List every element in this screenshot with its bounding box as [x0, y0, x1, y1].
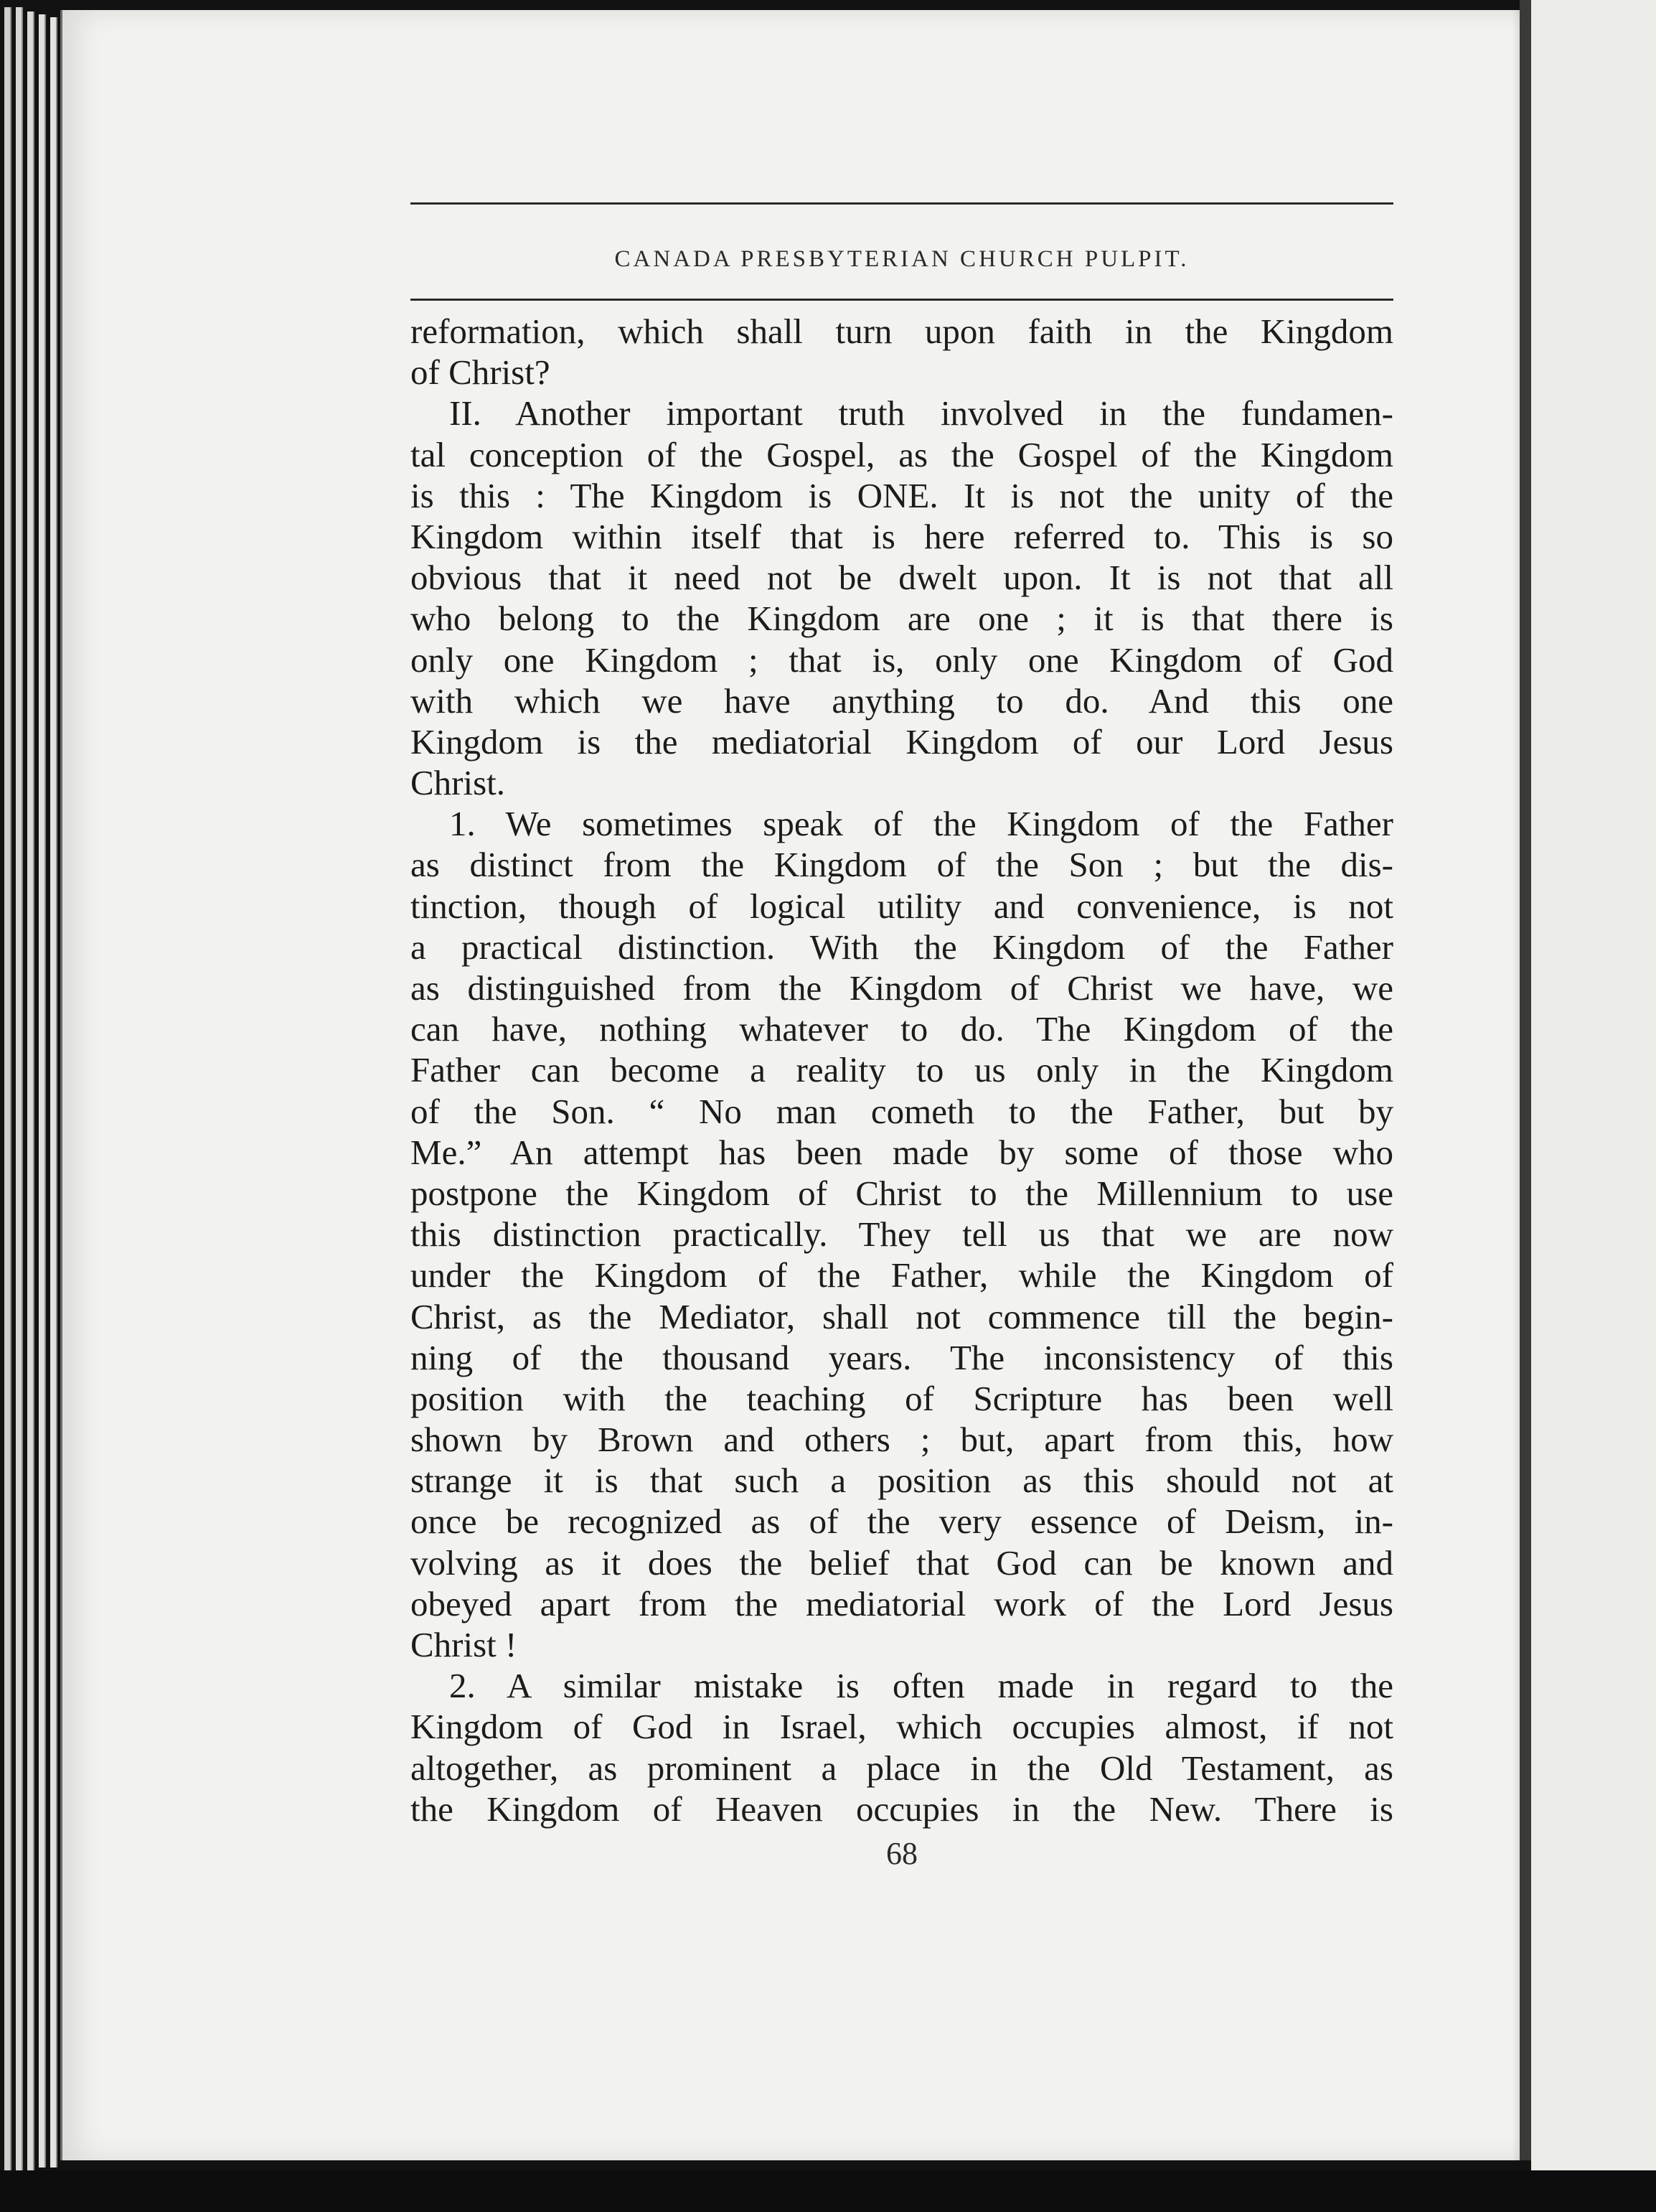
text-line: Kingdom of God in Israel, which occupies almost, if not — [410, 1707, 1393, 1747]
text-line: 1. We sometimes speak of the Kingdom of the Father — [449, 804, 1393, 844]
text-line: tinction, though of logical utility and convenience, is not — [410, 886, 1393, 926]
text-line: strange it is that such a position as this should not at — [410, 1461, 1393, 1501]
text-line: as distinct from the Kingdom of the Son ; but the dis- — [410, 845, 1393, 885]
text-line: postpone the Kingdom of Christ to the Millennium to use — [410, 1173, 1393, 1213]
text-line: the Kingdom of Heaven occupies in the New. There is — [410, 1789, 1393, 1829]
text-line: obeyed apart from the mediatorial work of the Lord Jesus — [410, 1583, 1393, 1623]
text-line: once be recognized as of the very essence of Deism, in- — [410, 1501, 1393, 1542]
text-line: can have, nothing whatever to do. The Kingdom of the — [410, 1009, 1393, 1049]
text-line: obvious that it need not be dwelt upon. It is not that all — [410, 558, 1393, 598]
book-page-edge — [4, 7, 11, 2175]
running-head: CANADA PRESBYTERIAN CHURCH PULPIT. — [614, 246, 1190, 272]
scanner-bar — [1520, 0, 1531, 2160]
text-line: Father can become a reality to us only in the Kingdom — [410, 1050, 1393, 1090]
page-text-block — [410, 202, 1393, 1872]
text-line: shown by Brown and others ; but, apart from this, how — [410, 1420, 1393, 1460]
page-number: 68 — [886, 1835, 918, 1871]
text-line: only one Kingdom ; that is, only one Kingdom of God — [410, 639, 1393, 680]
text-line: reformation, which shall turn upon faith in the Kingdom — [410, 311, 1393, 351]
book-page-edge — [50, 17, 57, 2168]
header-rule — [410, 299, 1393, 301]
text-line: a practical distinction. With the Kingdom of the Father — [410, 927, 1393, 967]
text-line: Kingdom is the mediatorial Kingdom of our Lord Jesus — [410, 721, 1393, 761]
text-line: of the Son. “ No man cometh to the Father, but by — [410, 1091, 1393, 1131]
text-line: as distinguished from the Kingdom of Christ we have, we — [410, 968, 1393, 1008]
text-line: Me.” An attempt has been made by some of those who — [410, 1132, 1393, 1172]
scan-border — [0, 2170, 1656, 2212]
text-line: is this : The Kingdom is ONE. It is not the unity of the — [410, 475, 1393, 515]
text-line: Christ, as the Mediator, shall not commence till the begin- — [410, 1296, 1393, 1336]
text-line: position with the teaching of Scripture has been well — [410, 1378, 1393, 1418]
text-line: tal conception of the Gospel, as the Gospel of the Kingdom — [410, 434, 1393, 474]
text-line: II. Another important truth involved in the fundamen- — [449, 393, 1393, 434]
book-page-edge — [16, 7, 23, 2175]
text-line: 2. A similar mistake is often made in regard to the — [449, 1666, 1393, 1706]
text-line: this distinction practically. They tell us that we are now — [410, 1214, 1393, 1255]
text-line: Christ ! — [410, 1625, 517, 1664]
body-text — [410, 311, 1393, 1829]
text-line: of Christ? — [410, 352, 550, 393]
book-page-edge — [39, 14, 46, 2168]
text-line: ning of the thousand years. The inconsistency of this — [410, 1337, 1393, 1377]
text-line: who belong to the Kingdom are one ; it is that there is — [410, 599, 1393, 639]
text-line: Kingdom within itself that is here referred to. This is so — [410, 516, 1393, 556]
text-line: volving as it does the belief that God can be known and — [410, 1542, 1393, 1583]
text-line: Christ. — [410, 763, 506, 803]
book-page-edge — [27, 11, 34, 2172]
text-line: under the Kingdom of the Father, while the Kingdom of — [410, 1255, 1393, 1295]
text-line: altogether, as prominent a place in the Old Testament, as — [410, 1748, 1393, 1788]
text-line: with which we have anything to do. And this one — [410, 680, 1393, 721]
facing-page-edge — [1531, 0, 1656, 2212]
top-rule — [410, 202, 1393, 205]
